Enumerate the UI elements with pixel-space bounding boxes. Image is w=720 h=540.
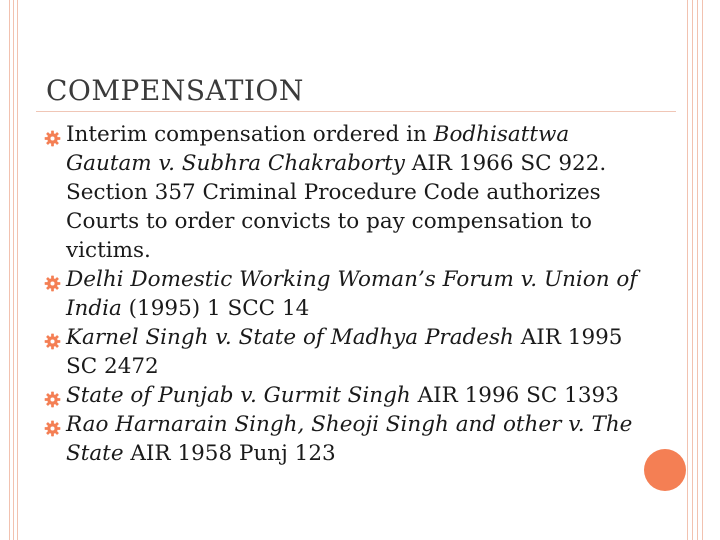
bullet-text: AIR 1958 Punj 123 (123, 441, 336, 466)
title-divider (36, 111, 676, 112)
frame-line (9, 0, 10, 540)
case-name: Bodhisattwa Gautam v. Subhra Chakraborty (66, 122, 570, 176)
bullet-item (44, 323, 644, 381)
gear-bullet-icon (44, 416, 61, 433)
frame-line (687, 0, 688, 540)
bullet-text: AIR 1995 SC 2472 (66, 325, 623, 379)
bullet-text: AIR 1966 SC 922. Section 357 Criminal Procedure Code authorizes Courts to order convicts to pay compensation to victims. (66, 151, 607, 263)
gear-bullet-icon (44, 329, 61, 346)
gear-bullet-icon (44, 387, 61, 404)
frame-line (697, 0, 698, 540)
bullet-text: (1995) 1 SCC 14 (121, 296, 310, 321)
bullet-item (44, 120, 644, 265)
case-name: State of Punjab v. Gurmit Singh (66, 383, 411, 408)
gear-bullet-icon (44, 126, 61, 143)
bullet-item (44, 410, 644, 468)
case-name: Rao Harnarain Singh, Sheoji Singh and other v. The State (66, 412, 633, 466)
bullet-text: Interim compensation ordered in (66, 122, 434, 147)
decorative-circle (644, 449, 686, 491)
frame-line (702, 0, 703, 540)
frame-line (692, 0, 693, 540)
frame-line (17, 0, 18, 540)
gear-bullet-icon (44, 271, 61, 288)
slide-title: COMPENSATION (46, 74, 304, 107)
bullet-item (44, 265, 644, 323)
bullet-text: AIR 1996 SC 1393 (410, 383, 619, 408)
frame-line (13, 0, 14, 540)
case-name: Delhi Domestic Working Woman’s Forum v. Union of India (66, 267, 638, 321)
case-name: Karnel Singh v. State of Madhya Pradesh (66, 325, 514, 350)
bullet-list (44, 120, 644, 468)
bullet-item (44, 381, 644, 410)
